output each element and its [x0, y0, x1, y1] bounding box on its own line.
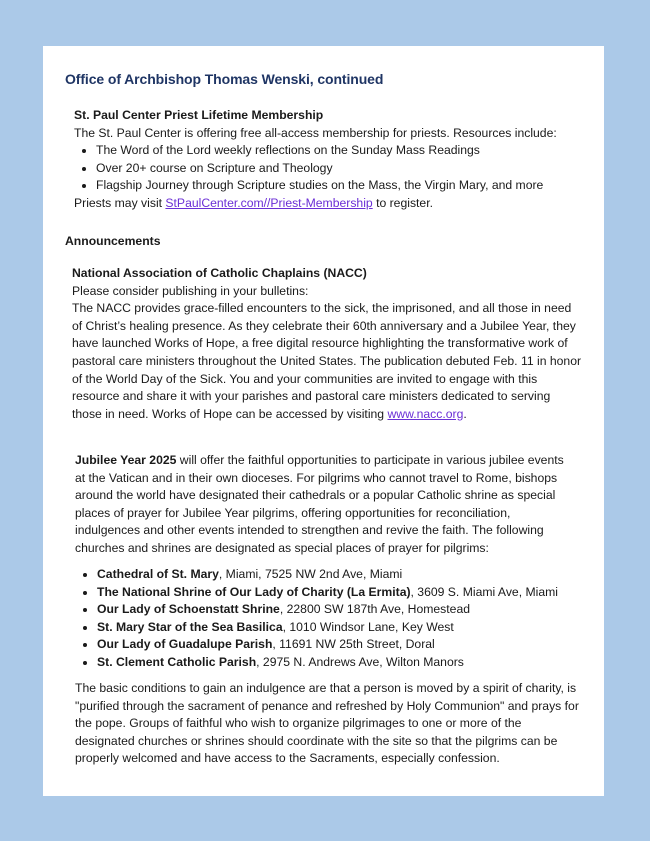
- site-name: The National Shrine of Our Lady of Charity (La Ermita): [97, 584, 411, 599]
- site-name: Our Lady of Guadalupe Parish: [97, 637, 273, 652]
- indulgence-section: [75, 680, 580, 768]
- list-item: [97, 566, 595, 584]
- jubilee-section: [75, 452, 577, 558]
- st-paul-membership-link[interactable]: StPaulCenter.com//Priest-Membership: [165, 195, 373, 210]
- site-name: Cathedral of St. Mary: [97, 567, 219, 581]
- nacc-heading: National Association of Catholic Chaplains (NACC): [72, 266, 367, 280]
- st-paul-heading: St. Paul Center Priest Lifetime Membership: [74, 108, 324, 122]
- st-paul-resources-list: [74, 142, 594, 195]
- site-address: , 3609 S. Miami Ave, Miami: [410, 584, 558, 599]
- jubilee-lead: Jubilee Year 2025: [75, 453, 177, 467]
- nacc-body: [72, 300, 582, 423]
- document-page: [43, 46, 604, 796]
- nacc-section: [72, 265, 582, 423]
- nacc-body-end: .: [463, 406, 467, 421]
- site-address: , 11691 NW 25th Street, Doral: [272, 637, 435, 652]
- site-name: St. Clement Catholic Parish: [97, 654, 257, 669]
- site-address: , 2975 N. Andrews Ave, Wilton Manors: [256, 654, 464, 669]
- st-paul-section: [74, 107, 594, 213]
- site-name: Our Lady of Schoenstatt Shrine: [97, 602, 280, 617]
- jubilee-sites-list: [75, 566, 595, 672]
- list-item: [97, 636, 595, 654]
- list-item: Flagship Journey through Scripture studies on the Mass, the Virgin Mary, and more: [96, 177, 594, 195]
- site-address: , 22800 SW 187th Ave, Homestead: [279, 602, 470, 617]
- list-item: [97, 584, 595, 602]
- jubilee-sites: [75, 566, 595, 672]
- nacc-line1: Please consider publishing in your bulletins:: [72, 283, 309, 298]
- list-item: [97, 654, 595, 672]
- visit-suffix: to register.: [372, 195, 433, 210]
- indulgence-text: The basic conditions to gain an indulgence are that a person is moved by a spirit of charity, is "purified through the sacrament of penance and refreshed by Holy Communion" and prays for the pope. Groups of faithful who wish to organize pilgrimages to one or more of the designated churches or shrines should coordinate with the site so that the pilgrims can be properly welcomed and have access to the Sacraments, especially confession.: [75, 681, 579, 766]
- nacc-body-text: The NACC provides grace-filled encounters to the sick, the imprisoned, and all those in need of Christ’s healing presence. As they celebrate their 60th anniversary and a Jubilee Year, they have launched Works of Hope, a free digital resource highlighting the transformative work of pastoral care ministers throughout the United States. The publication debuted Feb. 11 in honor of the World Day of the Sick. You and your communities are invited to engage with this resource and share it with your parishes and pastoral care ministers dedicated to serving those in need. Works of Hope can be accessed by visiting: [72, 301, 582, 421]
- st-paul-visit-line: [74, 195, 594, 213]
- st-paul-intro: The St. Paul Center is offering free all-access membership for priests. Resources include:: [74, 125, 557, 140]
- announcements-heading: Announcements: [65, 234, 161, 248]
- list-item: The Word of the Lord weekly reflections on the Sunday Mass Readings: [96, 142, 594, 160]
- list-item: [97, 601, 595, 619]
- jubilee-intro: [75, 452, 577, 558]
- site-address: , Miami, 7525 NW 2nd Ave, Miami: [218, 567, 403, 581]
- list-item: [97, 619, 595, 637]
- jubilee-body: will offer the faithful opportunities to participate in various jubilee events at the Vatican and in their own dioceses. For pilgrims who cannot travel to Rome, bishops around the world have designated their cathedrals or a popular Catholic shrine as special places of prayer for Jubilee Year pilgrims, offering opportunities for reconciliation, indulgences and other events intended to strengthen and revive the faith. The following churches and shrines are designated as special places of prayer for pilgrims:: [75, 453, 564, 555]
- site-name: St. Mary Star of the Sea Basilica: [97, 619, 283, 634]
- nacc-link[interactable]: www.nacc.org: [387, 406, 464, 421]
- list-item: Over 20+ course on Scripture and Theology: [96, 160, 594, 178]
- page-title: Office of Archbishop Thomas Wenski, continued: [65, 71, 384, 87]
- site-address: , 1010 Windsor Lane, Key West: [282, 619, 454, 634]
- visit-prefix: Priests may visit: [74, 195, 166, 210]
